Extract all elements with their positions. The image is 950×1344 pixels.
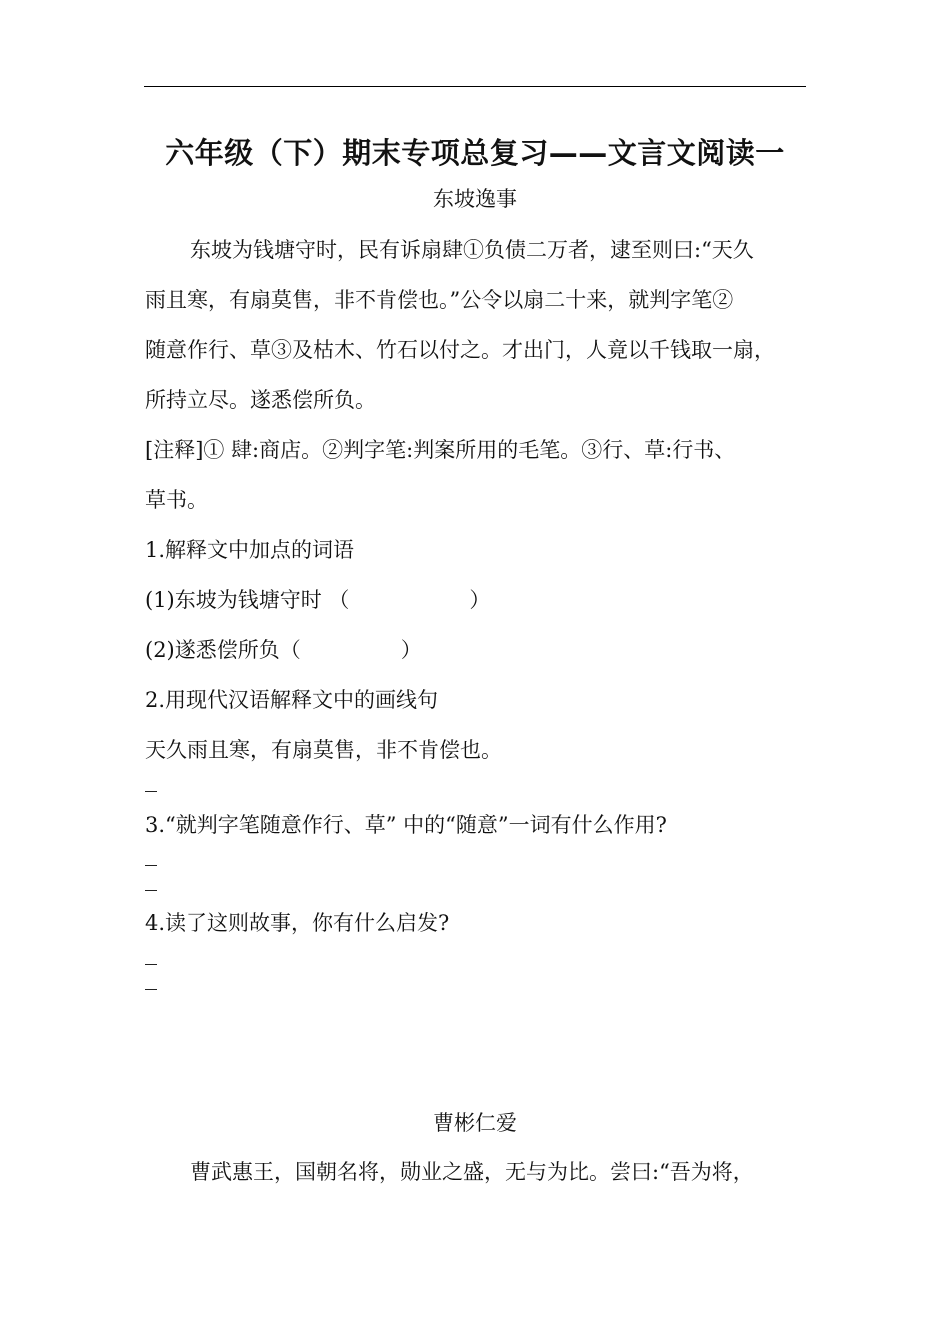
top-rule xyxy=(144,86,806,87)
question-1-2-text: (2)遂悉偿所负（ xyxy=(145,638,301,662)
question-2-sentence: 天久雨且寒，有扇莫售，非不肯偿也。 xyxy=(145,738,502,762)
question-1-1-text: (1)东坡为钱塘守时 （ xyxy=(145,588,350,612)
question-4: 4.读了这则故事，你有什么启发? xyxy=(145,911,450,935)
page-title: 六年级（下）期末专项总复习——文言文阅读一 xyxy=(165,136,785,170)
answer-line-4b[interactable] xyxy=(145,989,157,990)
answer-line-4a[interactable] xyxy=(145,964,157,965)
answer-line-3b[interactable] xyxy=(145,890,157,891)
question-1-1 xyxy=(145,590,490,611)
answer-line-2[interactable] xyxy=(145,791,157,792)
question-2: 2.用现代汉语解释文中的画线句 xyxy=(145,688,439,712)
question-1: 1.解释文中加点的词语 xyxy=(145,538,355,562)
question-1-1-close: ） xyxy=(469,588,491,612)
notes-line-1: [注释]① 肆:商店。②判字笔:判案所用的毛笔。③行、草:行书、 xyxy=(145,438,736,462)
question-1-2-close: ） xyxy=(400,638,422,662)
passage1-heading: 东坡逸事 xyxy=(433,187,517,211)
question-3: 3.“就判字笔随意作行、草” 中的“随意”一词有什么作用? xyxy=(145,813,667,837)
question-1-2 xyxy=(145,640,422,661)
passage1-line-3: 随意作行、草③及枯木、竹石以付之。才出门，人竟以千钱取一扇， xyxy=(145,338,775,362)
answer-line-3a[interactable] xyxy=(145,865,157,866)
passage1-line-4: 所持立尽。遂悉偿所负。 xyxy=(145,388,376,412)
passage2-heading: 曹彬仁爱 xyxy=(433,1111,517,1135)
passage2-line-1: 曹武惠王，国朝名将，勋业之盛，无与为比。尝曰:“吾为将， xyxy=(190,1160,754,1184)
passage1-line-2: 雨且寒，有扇莫售，非不肯偿也。”公令以扇二十来，就判字笔② xyxy=(145,288,734,312)
passage1-line-1: 东坡为钱塘守时，民有诉扇肆①负债二万者，逮至则曰:“天久 xyxy=(190,238,754,262)
notes-line-2: 草书。 xyxy=(145,488,208,512)
